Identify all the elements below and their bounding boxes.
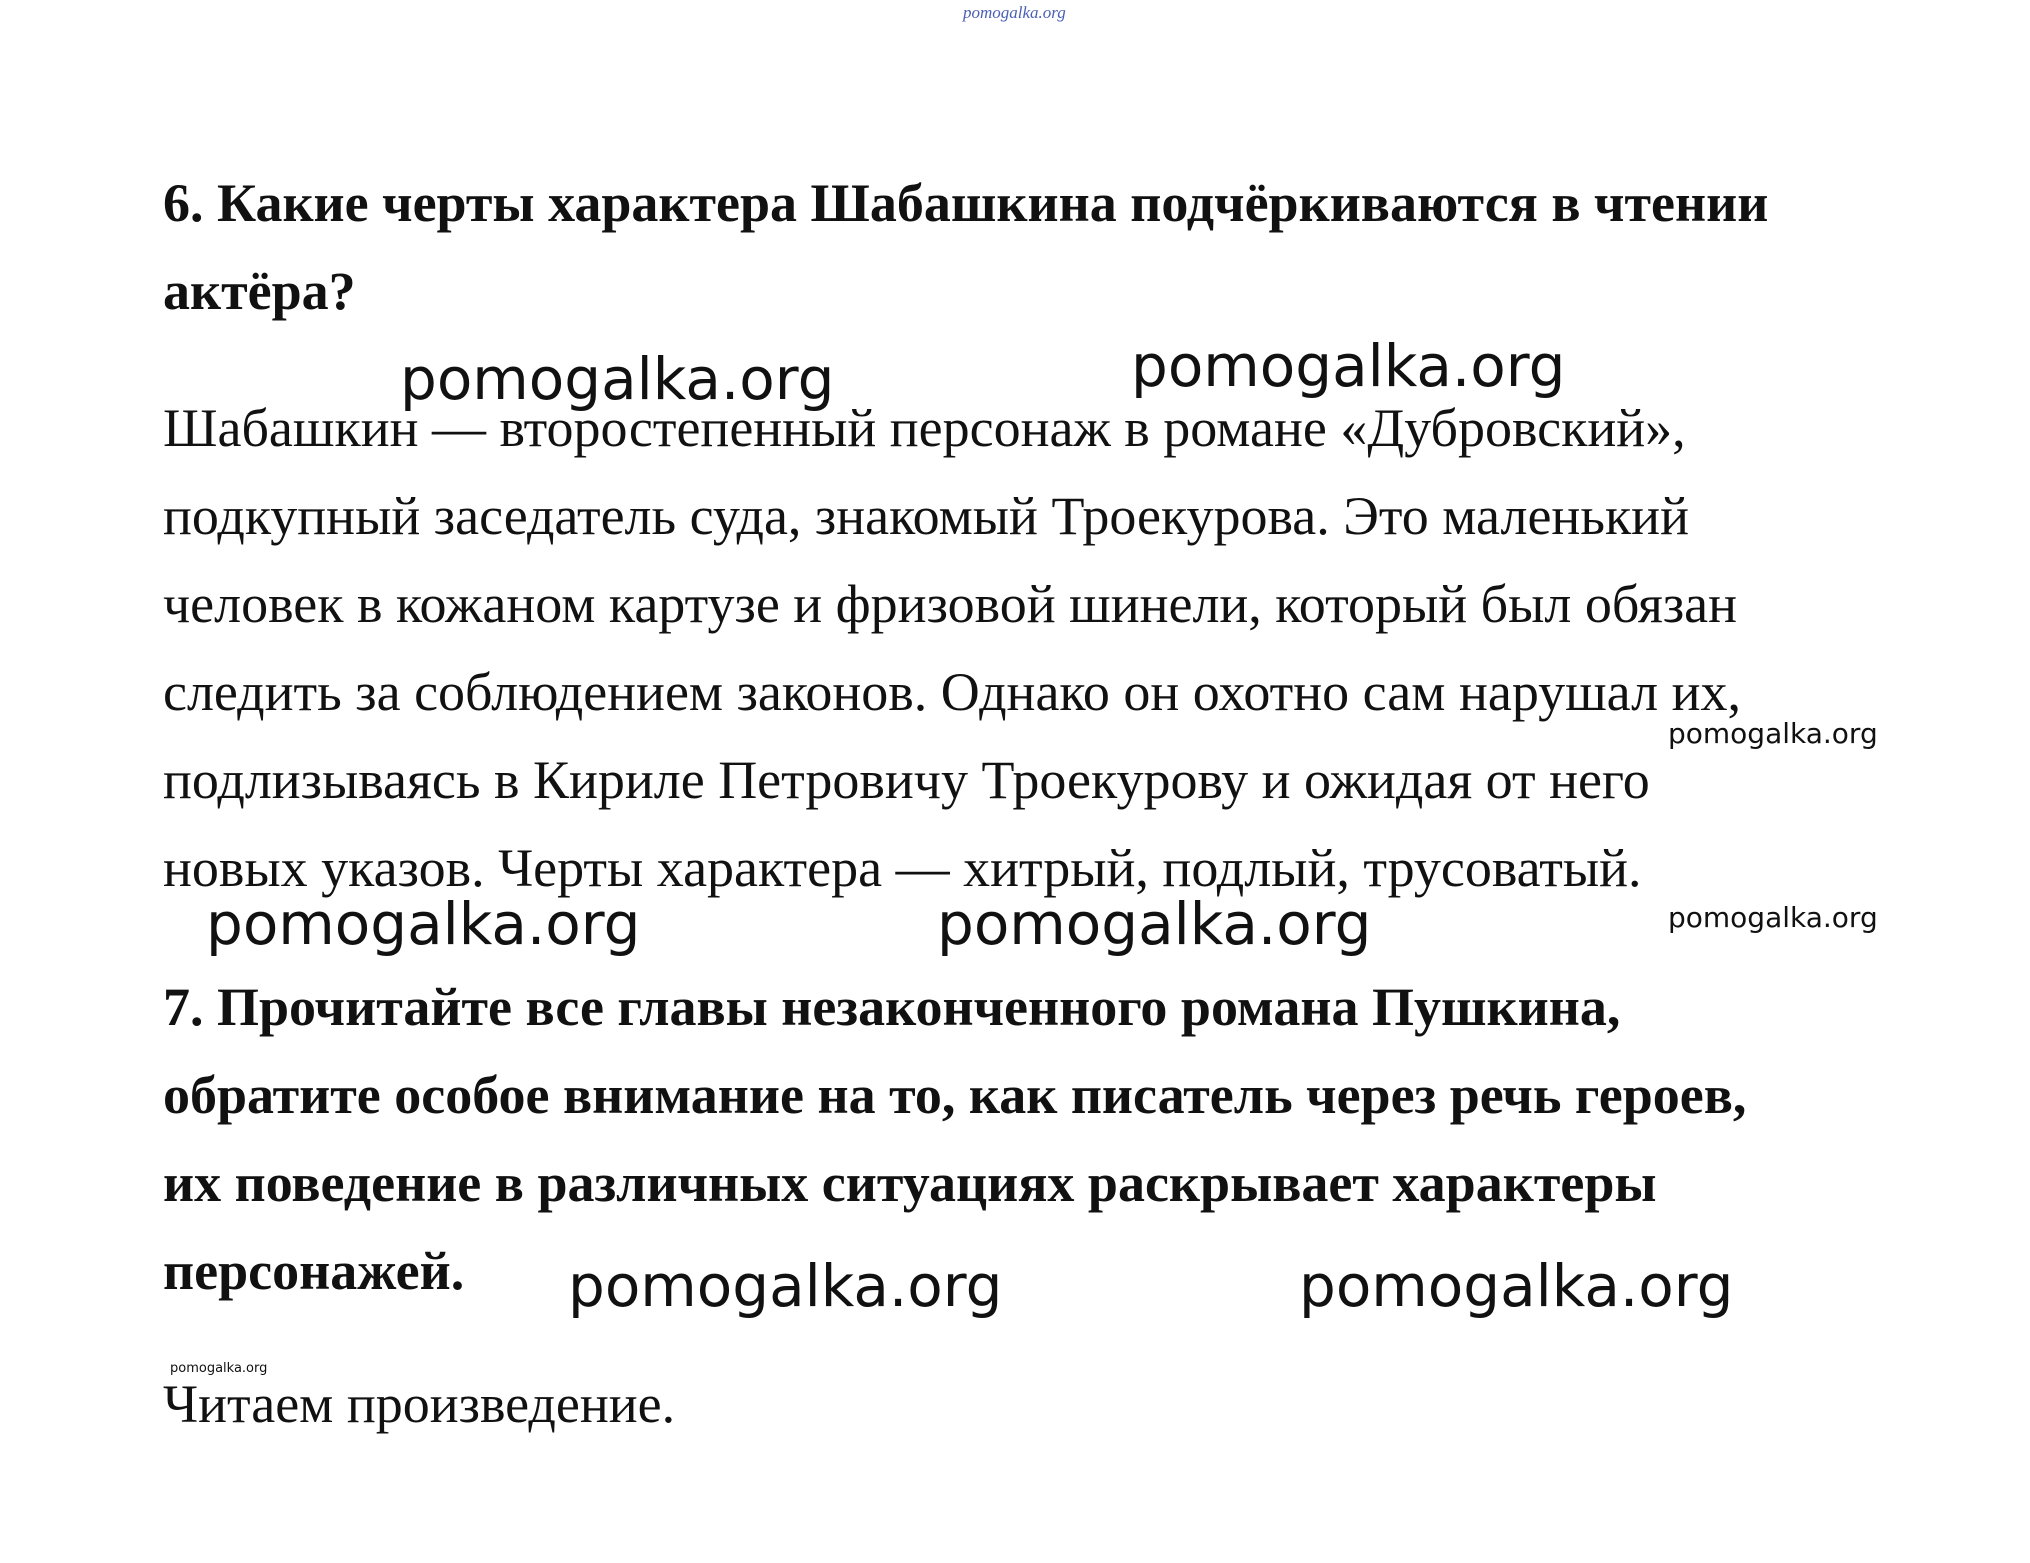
watermark: pomogalka.org (1131, 332, 1566, 400)
watermark: pomogalka.org (568, 1252, 1003, 1320)
answer-6-line: человек в кожаном картузе и фризовой шинели, который был обязан (163, 574, 1738, 634)
watermark: pomogalka.org (1668, 901, 1878, 934)
answer-6-line: Шабашкин — второстепенный персонаж в романе «Дубровский», (163, 398, 1686, 458)
header-watermark: pomogalka.org (963, 3, 1066, 22)
answer-6-line: подлизываясь в Кириле Петровичу Троекурову и ожидая от него (163, 750, 1650, 810)
answer-6-line: следить за соблюдением законов. Однако он охотно сам нарушал их, (163, 662, 1741, 722)
watermark: pomogalka.org (1299, 1252, 1734, 1320)
answer-6-line: новых указов. Черты характера — хитрый, подлый, трусоватый. (163, 838, 1642, 898)
watermark: pomogalka.org (206, 890, 641, 958)
answer-6 (163, 384, 1943, 912)
question-7-line: 7. Прочитайте все главы незаконченного романа Пушкина, (163, 977, 1621, 1037)
question-7-line: их поведение в различных ситуациях раскрывает характеры (163, 1153, 1657, 1213)
question-7-line: обратите особое внимание на то, как писатель через речь героев, (163, 1065, 1747, 1125)
question-6 (163, 159, 1943, 335)
answer-7-line: Читаем произведение. (163, 1374, 676, 1434)
question-6-line: актёра? (163, 261, 356, 321)
answer-6-line: подкупный заседатель суда, знакомый Троекурова. Это маленький (163, 486, 1689, 546)
watermark: pomogalka.org (170, 1361, 268, 1376)
question-6-line: 6. Какие черты характера Шабашкина подчёркиваются в чтении (163, 173, 1769, 233)
question-7-line: персонажей. (163, 1241, 465, 1301)
watermark: pomogalka.org (400, 345, 835, 413)
answer-7 (163, 1360, 1943, 1448)
watermark: pomogalka.org (937, 890, 1372, 958)
watermark: pomogalka.org (1668, 717, 1878, 750)
